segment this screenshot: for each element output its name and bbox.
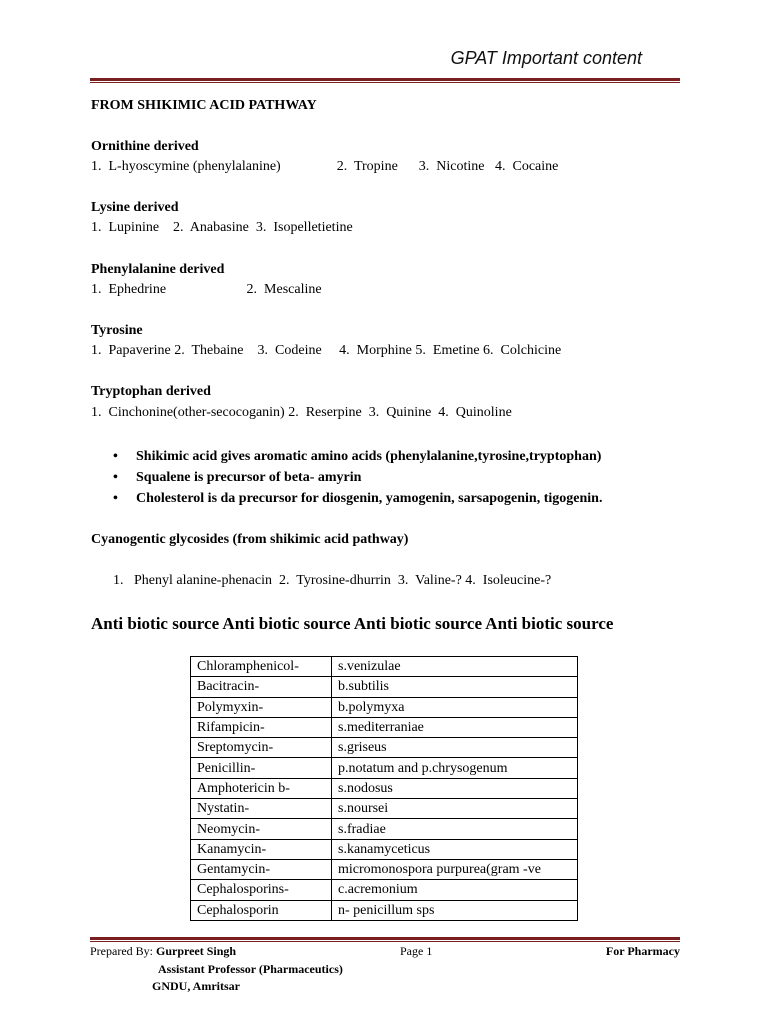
table-row: [191, 819, 578, 839]
header-rule: [90, 78, 680, 83]
footer-for: For Pharmacy: [605, 944, 680, 958]
table-row: [191, 697, 578, 717]
antibiotic-name: Neomycin-: [191, 819, 332, 839]
antibiotic-source: n- penicillum sps: [332, 900, 578, 920]
antibiotic-name: Gentamycin-: [191, 859, 332, 879]
antibiotic-name: Bacitracin-: [191, 677, 332, 697]
table-row: [191, 778, 578, 798]
footer: [90, 944, 680, 995]
antibiotic-source: s.nodosus: [332, 778, 578, 798]
section-line-tyrosine: 1. Papaverine 2. Thebaine 3. Codeine 4. Morphine 5. Emetine 6. Colchicine: [91, 343, 562, 358]
header-title: GPAT Important content: [450, 48, 642, 68]
antibiotic-name: Rifampicin-: [191, 717, 332, 737]
prepared-label: Prepared By:: [90, 944, 153, 958]
antibiotic-source: s.griseus: [332, 738, 578, 758]
section-title-phenylalanine: Phenylalanine derived: [91, 262, 225, 277]
bullet-icon: •: [113, 491, 118, 506]
author-name: Gurpreet Singh: [155, 944, 237, 958]
section-line-phenylalanine: 1. Ephedrine 2. Mescaline: [91, 282, 322, 297]
antibiotic-name: Penicillin-: [191, 758, 332, 778]
antibiotic-source: s.venizulae: [332, 657, 578, 677]
antibiotic-name: Chloramphenicol-: [191, 657, 332, 677]
antibiotic-source: s.fradiae: [332, 819, 578, 839]
table-row: [191, 880, 578, 900]
section-title-tryptophan: Tryptophan derived: [91, 384, 211, 399]
table-row: [191, 738, 578, 758]
antibiotic-source: s.noursei: [332, 799, 578, 819]
table-row: [191, 900, 578, 920]
antibiotic-name: Nystatin-: [191, 799, 332, 819]
antibiotic-source: s.kanamyceticus: [332, 839, 578, 859]
page-number: Page 1: [400, 944, 433, 958]
table-row: [191, 859, 578, 879]
antibiotic-heading: Anti biotic source Anti biotic source Anti biotic source Anti biotic source: [91, 614, 614, 633]
antibiotic-source: c.acremonium: [332, 880, 578, 900]
table-row: [191, 839, 578, 859]
section-title-tyrosine: Tyrosine: [91, 323, 143, 338]
institution: GNDU, Amritsar: [152, 979, 240, 993]
list-item: • Squalene is precursor of beta- amyrin: [113, 467, 602, 488]
antibiotic-source: b.subtilis: [332, 677, 578, 697]
antibiotic-name: Polymyxin-: [191, 697, 332, 717]
table-row: [191, 758, 578, 778]
antibiotic-source: micromonospora purpurea(gram -ve: [332, 859, 578, 879]
footer-rule: [90, 937, 680, 942]
list-item: • Shikimic acid gives aromatic amino acids (phenylalanine,tyrosine,tryptophan): [113, 446, 602, 467]
cyanogenic-title: Cyanogentic glycosides (from shikimic acid pathway): [91, 532, 409, 547]
table-row: [191, 717, 578, 737]
section-line-ornithine: 1. L-hyoscymine (phenylalanine) 2. Tropine 3. Nicotine 4. Cocaine: [91, 159, 559, 174]
antibiotic-source: b.polymyxa: [332, 697, 578, 717]
section-line-lysine: 1. Lupinine 2. Anabasine 3. Isopelletietine: [91, 220, 353, 235]
author-role: Assistant Professor (Pharmaceutics): [158, 962, 343, 976]
antibiotic-name: Sreptomycin-: [191, 738, 332, 758]
section-line-tryptophan: 1. Cinchonine(other-secocoganin) 2. Reserpine 3. Quinine 4. Quinoline: [91, 405, 512, 420]
list-item: • Cholesterol is da precursor for diosgenin, yamogenin, sarsapogenin, tigogenin.: [113, 488, 602, 509]
cyanogenic-line: 1. Phenyl alanine-phenacin 2. Tyrosine-dhurrin 3. Valine-? 4. Isoleucine-?: [113, 573, 552, 588]
antibiotic-source: p.notatum and p.chrysogenum: [332, 758, 578, 778]
antibiotic-name: Cephalosporin: [191, 900, 332, 920]
table-row: [191, 799, 578, 819]
bullet-icon: •: [113, 470, 118, 485]
bullet-icon: •: [113, 449, 118, 464]
antibiotic-name: Amphotericin b-: [191, 778, 332, 798]
table-row: [191, 677, 578, 697]
antibiotic-source: s.mediterraniae: [332, 717, 578, 737]
section-title-lysine: Lysine derived: [91, 200, 179, 215]
antibiotic-name: Cephalosporins-: [191, 880, 332, 900]
section-title-ornithine: Ornithine derived: [91, 139, 199, 154]
table-row: [191, 657, 578, 677]
antibiotic-name: Kanamycin-: [191, 839, 332, 859]
main-heading: FROM SHIKIMIC ACID PATHWAY: [91, 98, 317, 113]
antibiotic-table: [190, 656, 578, 921]
bullet-list: [113, 446, 602, 509]
